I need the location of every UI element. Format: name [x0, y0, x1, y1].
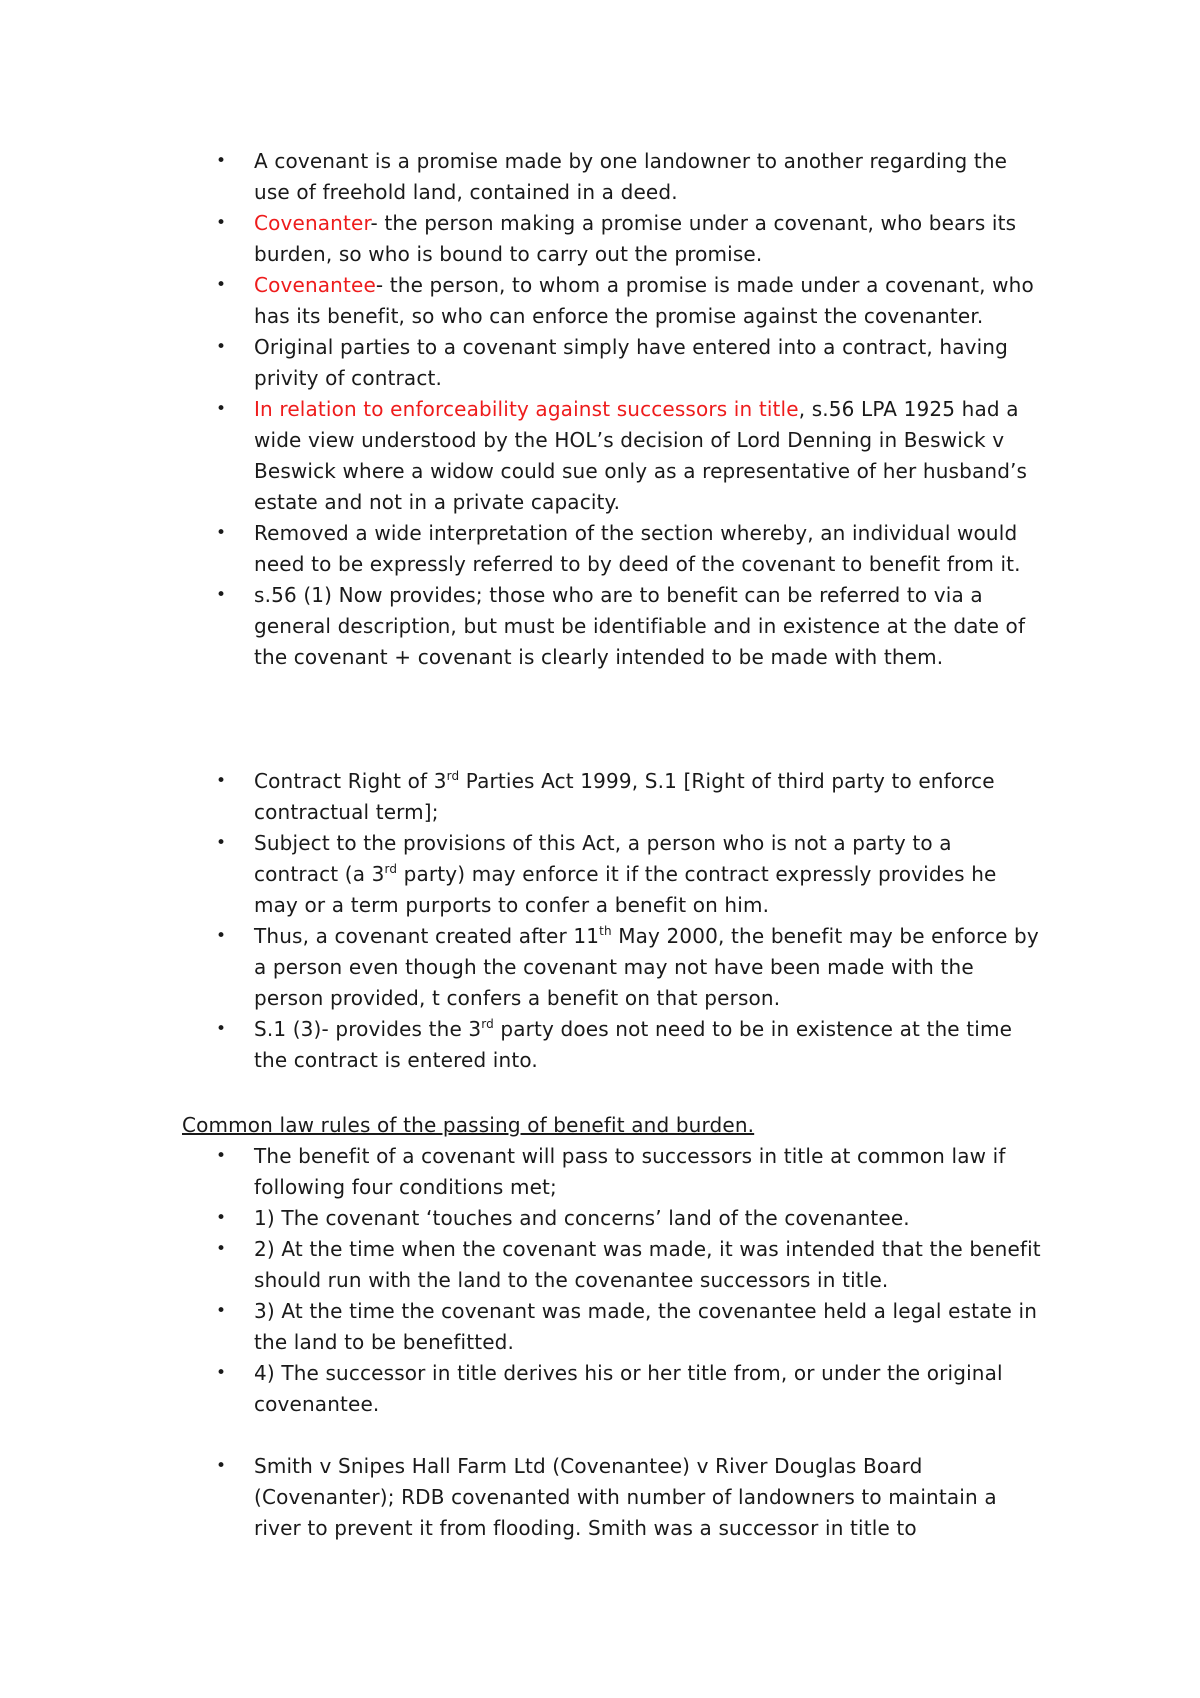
- list-item: [182, 518, 1042, 580]
- item-text: party) may enforce it if the contract expressly provides he may or a term purports to confer a benefit on him.: [254, 862, 997, 917]
- item-text: The benefit of a covenant will pass to successors in title at common law if following four conditions met;: [254, 1144, 1006, 1199]
- item-text: 2) At the time when the covenant was made, it was intended that the benefit should run with the land to the covenantee successors in title.: [254, 1237, 1041, 1292]
- superscript: rd: [481, 1017, 494, 1031]
- item-text: May 2000, the benefit may be enforce by a person even though the covenant may not have been made with the person provided, t confers a benefit on that person.: [254, 924, 1039, 1010]
- bullet-icon: •: [216, 585, 227, 605]
- bullet-icon: •: [216, 213, 227, 233]
- item-text: Contract Right of 3: [254, 769, 447, 793]
- list-item: [182, 580, 1042, 673]
- term-covenanter: Covenanter: [254, 211, 371, 235]
- bullet-icon: •: [216, 1301, 227, 1321]
- list-item: [182, 921, 1042, 1014]
- item-text: 3) At the time the covenant was made, the covenantee held a legal estate in the land to be benefitted.: [254, 1299, 1038, 1354]
- common-law-list: [182, 1141, 1042, 1420]
- bullet-icon: •: [216, 523, 227, 543]
- item-text: party does not need to be in existence at the time the contract is entered into.: [254, 1017, 1013, 1072]
- item-text: Thus, a covenant created after 11: [254, 924, 600, 948]
- bullet-icon: •: [216, 337, 227, 357]
- item-text: Smith v Snipes Hall Farm Ltd (Covenantee) v River Douglas Board (Covenanter); RDB covenanted with number of landowners to maintain a river to prevent it from flooding. Smith was a successor in title to: [254, 1454, 997, 1540]
- item-text: Removed a wide interpretation of the section whereby, an individual would need to be expressly referred to by deed of the covenant to benefit from it.: [254, 521, 1021, 576]
- bullet-icon: •: [216, 275, 227, 295]
- list-item: [182, 332, 1042, 394]
- bullet-icon: •: [216, 926, 227, 946]
- list-item: [182, 1234, 1042, 1296]
- item-text: Original parties to a covenant simply have entered into a contract, having privity of contract.: [254, 335, 1008, 390]
- list-item: [182, 766, 1042, 828]
- list-item: [182, 146, 1042, 208]
- item-text: - the person, to whom a promise is made under a covenant, who has its benefit, so who can enforce the promise against the covenanter.: [254, 273, 1034, 328]
- bullet-icon: •: [216, 1363, 227, 1383]
- item-text: - the person making a promise under a covenant, who bears its burden, so who is bound to carry out the promise.: [254, 211, 1017, 266]
- item-text: , s.56 LPA 1925 had a wide view understood by the HOL’s decision of Lord Denning in Beswick v Beswick where a widow could sue only as a representative of her husband’s estate and not in a private capacity.: [254, 397, 1028, 514]
- list-item: [182, 208, 1042, 270]
- list-item: [182, 270, 1042, 332]
- item-text: Subject to the provisions of this Act, a person who is not a party to a contract (a 3: [254, 831, 952, 886]
- list-item: [182, 1451, 1042, 1544]
- definitions-list: [182, 146, 1042, 673]
- bullet-icon: •: [216, 833, 227, 853]
- item-text: S.1 (3)- provides the 3: [254, 1017, 482, 1041]
- list-item: [182, 394, 1042, 518]
- bullet-icon: •: [216, 151, 227, 171]
- list-item: [182, 1014, 1042, 1076]
- bullet-icon: •: [216, 771, 227, 791]
- list-item: [182, 828, 1042, 921]
- bullet-icon: •: [216, 399, 227, 419]
- superscript: th: [599, 924, 612, 938]
- list-item: [182, 1296, 1042, 1358]
- list-item: [182, 1203, 1042, 1234]
- list-item: [182, 1141, 1042, 1203]
- superscript: rd: [446, 769, 460, 783]
- item-text: 1) The covenant ‘touches and concerns’ land of the covenantee.: [254, 1206, 910, 1230]
- item-text: Parties Act 1999, S.1 [Right of third party to enforce contractual term];: [254, 769, 995, 824]
- term-covenantee: Covenantee: [254, 273, 376, 297]
- case-list: [182, 1451, 1042, 1544]
- section-heading: Common law rules of the passing of benefit and burden.: [182, 1113, 755, 1137]
- superscript: rd: [384, 862, 398, 876]
- third-parties-list: [182, 766, 1042, 1076]
- bullet-icon: •: [216, 1019, 227, 1039]
- item-text: 4) The successor in title derives his or her title from, or under the original covenantee.: [254, 1361, 1003, 1416]
- bullet-icon: •: [216, 1146, 227, 1166]
- list-item: [182, 1358, 1042, 1420]
- item-text: s.56 (1) Now provides; those who are to benefit can be referred to via a general description, but must be identifiable and in existence at the date of the covenant + covenant is clearly intended to be made with them.: [254, 583, 1026, 669]
- bullet-icon: •: [216, 1456, 227, 1476]
- bullet-icon: •: [216, 1208, 227, 1228]
- item-text: A covenant is a promise made by one landowner to another regarding the use of freehold land, contained in a deed.: [254, 149, 1008, 204]
- term-enforceability: In relation to enforceability against successors in title: [254, 397, 799, 421]
- bullet-icon: •: [216, 1239, 227, 1259]
